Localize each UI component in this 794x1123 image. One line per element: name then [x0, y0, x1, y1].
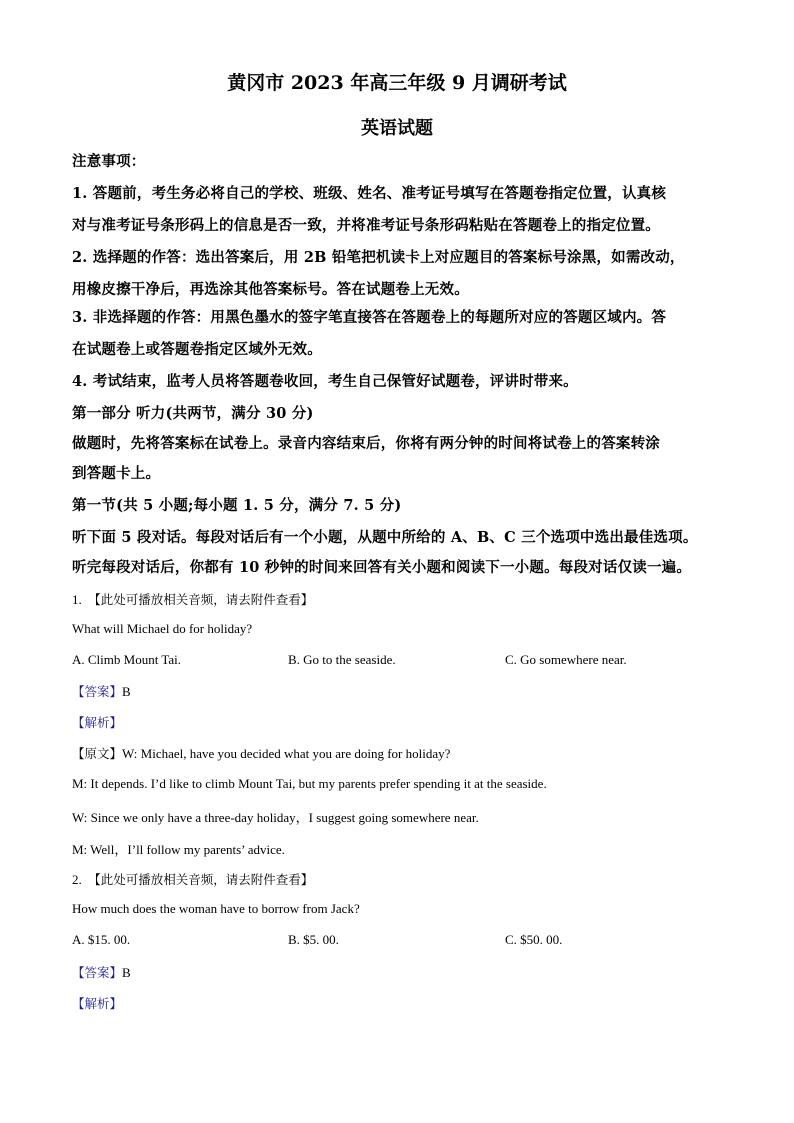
audio-note[interactable]: 【此处可播放相关音频，请去附件查看】	[88, 872, 314, 887]
notes-line: 4. 考试结束，监考人员将答题卷收回，考生自己保管好试题卷，评讲时带来。	[72, 373, 578, 390]
q1-transcript-line	[72, 744, 450, 762]
q2-option-a: A. $15. 00.	[72, 932, 131, 947]
answer-value: B	[122, 965, 131, 980]
q1-header	[72, 590, 313, 608]
transcript-text: W: Michael, have you decided what you are doing for holiday?	[122, 746, 451, 761]
q1-option-a: A. Climb Mount Tai.	[72, 652, 181, 667]
q1-transcript-line: M: It depends. I’d like to climb Mount Tai, but my parents prefer spending it at the seaside.	[72, 776, 547, 791]
analysis-tag: 【解析】	[72, 715, 123, 730]
notes-line: 3. 非选择题的作答：用黑色墨水的签字笔直接答在答题卷上的每题所对应的答题区域内。答	[72, 309, 667, 326]
original-tag: 【原文】	[72, 746, 123, 761]
q1-analysis	[72, 713, 122, 731]
part1-intro: 到答题卡上。	[72, 465, 161, 482]
section1-heading: 第一节(共 5 小题;每小题 1. 5 分，满分 7. 5 分)	[72, 497, 402, 514]
answer-tag: 【答案】	[72, 684, 123, 699]
q2-question: How much does the woman have to borrow from Jack?	[72, 901, 360, 916]
answer-value: B	[122, 684, 131, 699]
q2-answer	[72, 963, 131, 981]
notes-line: 2. 选择题的作答：选出答案后，用 2B 铅笔把机读卡上对应题目的答案标号涂黑，如需改动，	[72, 249, 685, 266]
page-subtitle: 英语试题	[361, 118, 433, 139]
q1-answer	[72, 682, 131, 700]
analysis-tag: 【解析】	[72, 996, 123, 1011]
notes-line: 对与准考证号条形码上的信息是否一致，并将准考证号条形码粘贴在答题卷上的指定位置。	[72, 217, 660, 234]
q2-option-b: B. $5. 00.	[288, 932, 339, 947]
q1-question: What will Michael do for holiday?	[72, 621, 253, 636]
page-title: 黄冈市 2023 年高三年级 9 月调研考试	[227, 72, 567, 94]
notes-line: 在试题卷上或答题卷指定区域外无效。	[72, 341, 322, 358]
question-number: 1.	[72, 592, 82, 607]
audio-note[interactable]: 【此处可播放相关音频，请去附件查看】	[88, 592, 314, 607]
q1-transcript-line: W: Since we only have a three-day holiday，I suggest going somewhere near.	[72, 810, 479, 825]
section1-intro: 听完每段对话后，你都有 10 秒钟的时间来回答有关小题和阅读下一小题。每段对话仅读一遍。	[72, 559, 692, 576]
answer-tag: 【答案】	[72, 965, 123, 980]
q2-option-c: C. $50. 00.	[505, 932, 563, 947]
section1-intro: 听下面 5 段对话。每段对话后有一个小题，从题中所给的 A、B、C 三个选项中选出最佳选项。	[72, 529, 698, 546]
part1-intro: 做题时，先将答案标在试卷上。录音内容结束后，你将有两分钟的时间将试卷上的答案转涂	[72, 435, 660, 452]
q1-option-b: B. Go to the seaside.	[288, 652, 396, 667]
q1-option-c: C. Go somewhere near.	[505, 652, 627, 667]
q2-analysis	[72, 994, 122, 1012]
q2-header	[72, 870, 313, 888]
q1-transcript-line: M: Well，I’ll follow my parents’ advice.	[72, 842, 285, 857]
notes-heading: 注意事项：	[72, 153, 146, 170]
notes-line: 1. 答题前，考生务必将自己的学校、班级、姓名、准考证号填写在答题卷指定位置，认真核	[72, 185, 667, 202]
part1-heading: 第一部分 听力(共两节，满分 30 分)	[72, 405, 314, 422]
question-number: 2.	[72, 872, 82, 887]
notes-line: 用橡皮擦干净后，再选涂其他答案标号。答在试题卷上无效。	[72, 281, 469, 298]
